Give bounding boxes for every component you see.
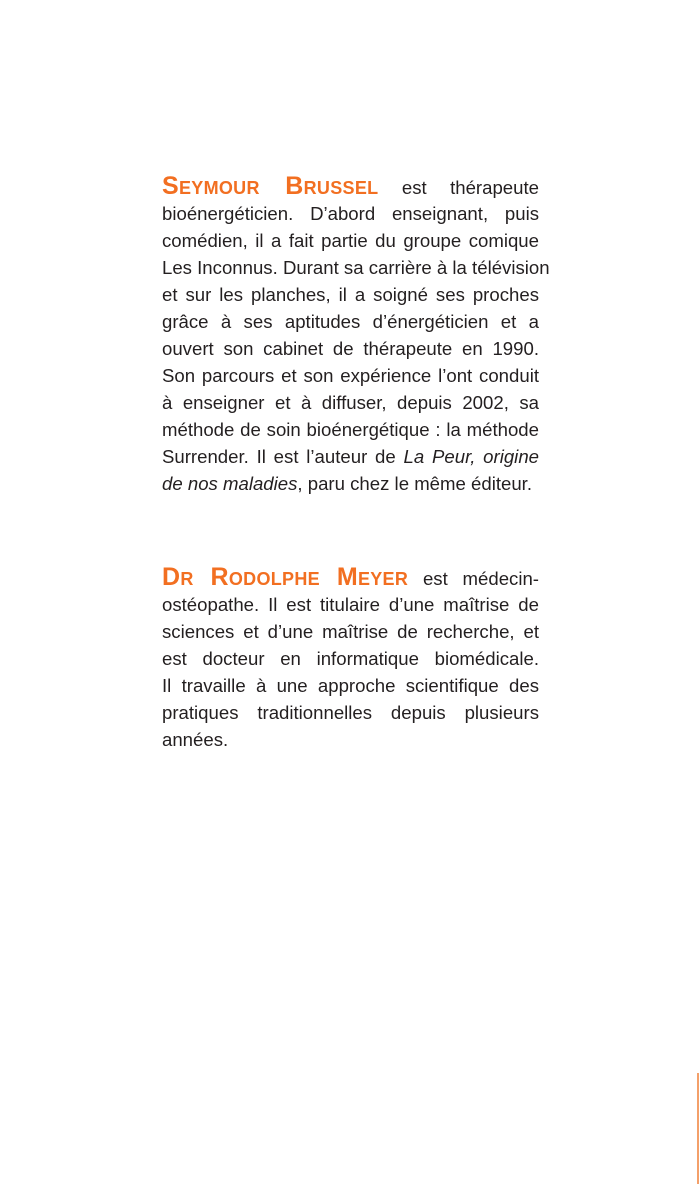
- bio-text: Il travaille à une approche scientifique des: [162, 675, 539, 696]
- bio-text: Son parcours et son expérience l’ont conduit: [162, 365, 539, 386]
- page-edge-accent: [697, 1073, 699, 1184]
- bio-line: [162, 699, 539, 726]
- bio-line: [162, 645, 539, 672]
- bio-line: [162, 335, 539, 362]
- bio-text: est docteur en informatique biomédicale.: [162, 648, 539, 669]
- bio-line: [162, 362, 539, 389]
- author-name: Dr Rodolphe Meyer: [162, 563, 409, 591]
- bio-line: [162, 308, 539, 335]
- bio-line: [162, 726, 539, 753]
- bio-line: [162, 564, 539, 591]
- bio-text: est médecin-: [408, 568, 539, 589]
- bio-line: [162, 416, 539, 443]
- bio-text: bioénergéticien. D’abord enseignant, puis: [162, 203, 539, 224]
- book-title-text: La Peur, origine: [403, 446, 539, 467]
- bio-text: ostéopathe. Il est titulaire d’une maîtrise de: [162, 594, 539, 615]
- bio-text: et sur les planches, il a soigné ses proches: [162, 284, 539, 305]
- bio-line: [162, 227, 539, 254]
- bio-text: grâce à ses aptitudes d’énergéticien et a: [162, 311, 539, 332]
- bio-text: , paru chez le même éditeur.: [297, 473, 533, 494]
- bio-line: [162, 173, 539, 200]
- bio-text: méthode de soin bioénergétique : la méthode: [162, 419, 539, 440]
- bio-text: à enseigner et à diffuser, depuis 2002, sa: [162, 392, 539, 413]
- bio-line: [162, 672, 539, 699]
- bio-line: [162, 470, 539, 497]
- author-bio-rodolphe-meyer: [162, 564, 539, 753]
- bio-line: [162, 618, 539, 645]
- author-name: Seymour Brussel: [162, 172, 379, 200]
- author-bio-seymour-brussel: [162, 172, 550, 497]
- bio-line: [162, 200, 539, 227]
- bio-text: années.: [162, 729, 229, 750]
- bio-text: pratiques traditionnelles depuis plusieurs: [162, 702, 539, 723]
- bio-text: sciences et d’une maîtrise de recherche, et: [162, 621, 539, 642]
- bio-text: est thérapeute: [378, 177, 539, 198]
- bio-text: ouvert son cabinet de thérapeute en 1990.: [162, 338, 539, 359]
- bio-line: [162, 281, 539, 308]
- bio-text: Les Inconnus. Durant sa carrière à la télévision: [162, 257, 550, 278]
- bio-line: [162, 591, 539, 618]
- bio-text: comédien, il a fait partie du groupe comique: [162, 230, 539, 251]
- bio-line: [162, 254, 550, 281]
- bio-line: [162, 389, 539, 416]
- bio-line: [162, 443, 539, 470]
- book-title-text: de nos maladies: [162, 473, 298, 494]
- bio-text: Surrender. Il est l’auteur de: [162, 446, 404, 467]
